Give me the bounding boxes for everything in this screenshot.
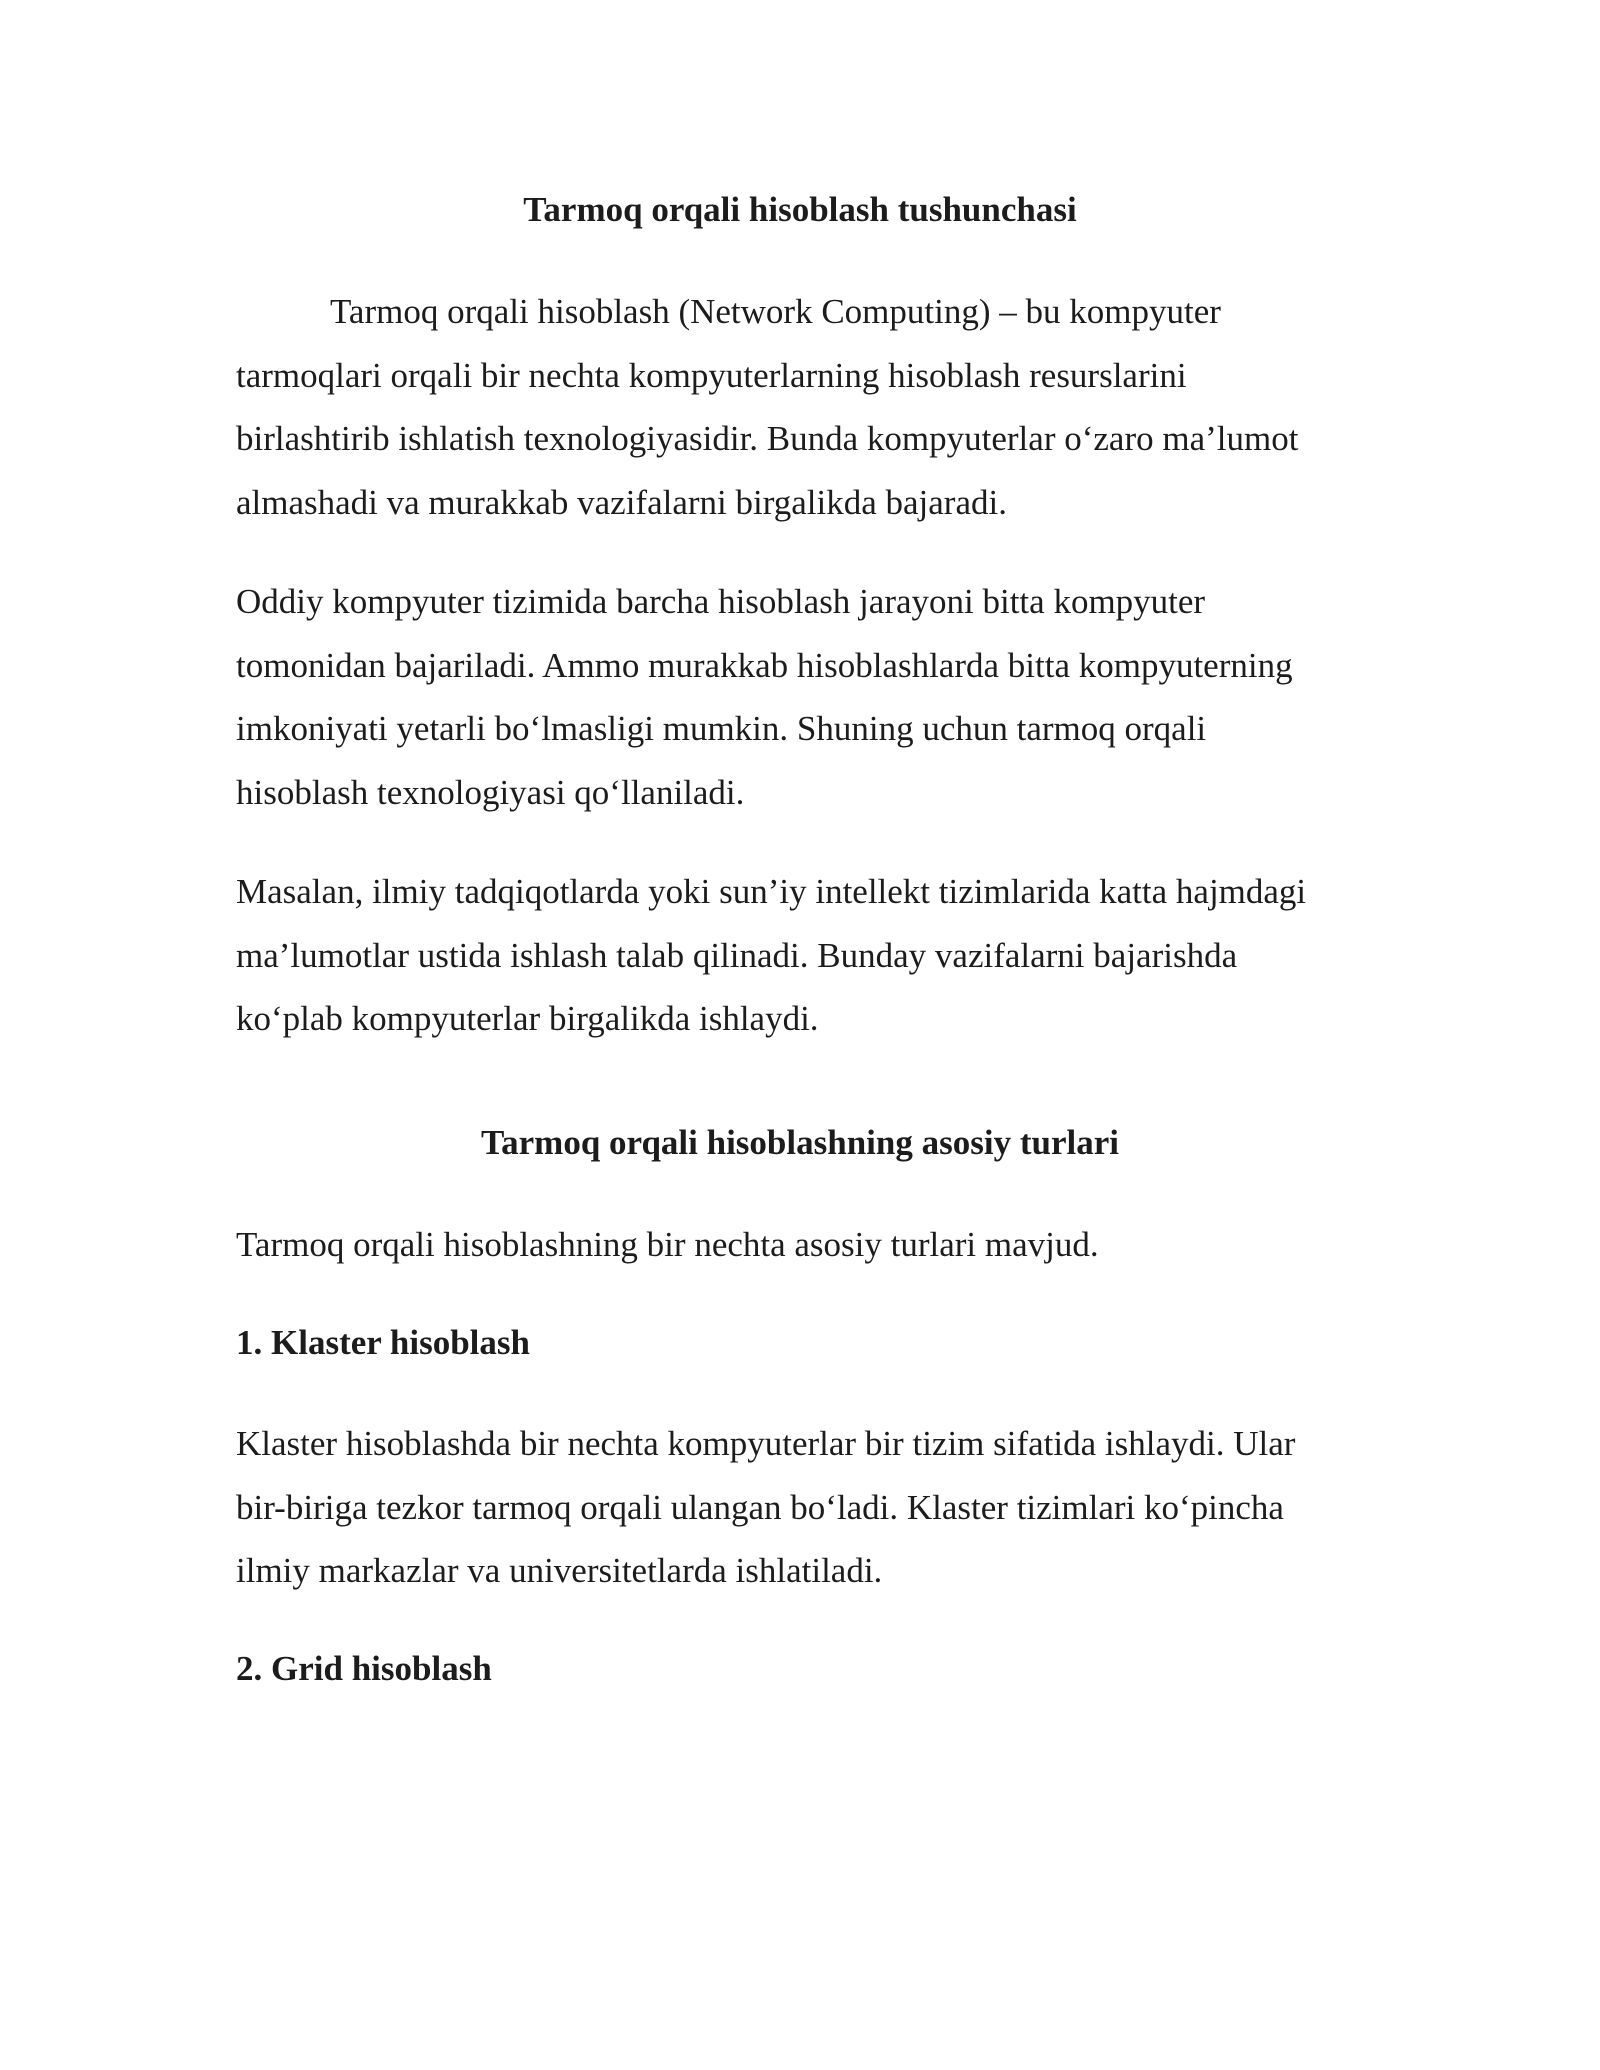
paragraph-line: Masalan, ilmiy tadqiqotlarda yoki sun’iy intellekt tizimlarida katta hajmdagi xyxy=(236,872,1307,911)
paragraph-line: Tarmoq orqali hisoblashning bir nechta asosiy turlari mavjud. xyxy=(236,1225,1099,1264)
section-heading: Tarmoq orqali hisoblashning asosiy turlari xyxy=(481,1123,1119,1162)
paragraph-line: Klaster hisoblashda bir nechta kompyuterlar bir tizim sifatida ishlaydi. Ular xyxy=(236,1424,1296,1463)
paragraph-line: Tarmoq orqali hisoblash (Network Computing) – bu kompyuter xyxy=(330,292,1221,331)
paragraph-line: ma’lumotlar ustida ishlash talab qilinadi. Bunday vazifalarni bajarishda xyxy=(236,935,1238,975)
paragraph-line: bir-biriga tezkor tarmoq orqali ulangan bo‘ladi. Klaster tizimlari ko‘pincha xyxy=(236,1487,1284,1527)
document-title: Tarmoq orqali hisoblash tushunchasi xyxy=(523,190,1077,229)
intro-paragraph xyxy=(236,280,1376,534)
subsection-1-paragraph xyxy=(236,1412,1376,1603)
paragraph-line: Oddiy kompyuter tizimida barcha hisoblash jarayoni bitta kompyuter xyxy=(236,582,1206,621)
paragraph-line: hisoblash texnologiyasi qo‘llaniladi. xyxy=(236,772,745,812)
paragraph-line: birlashtirib ishlatish texnologiyasidir. Bunda kompyuterlar o‘zaro ma’lumot xyxy=(236,419,1299,458)
section-intro xyxy=(236,1213,1376,1277)
subsection-2-heading: 2. Grid hisoblash xyxy=(236,1649,492,1688)
paragraph-line: tarmoqlari orqali bir nechta kompyuterlarning hisoblash resurslarini xyxy=(236,355,1187,395)
subsection-1-heading: 1. Klaster hisoblash xyxy=(236,1323,530,1362)
paragraph-line: tomonidan bajariladi. Ammo murakkab hisoblashlarda bitta kompyuterning xyxy=(236,645,1293,685)
paragraph-2 xyxy=(236,570,1376,824)
paragraph-line: ilmiy markazlar va universitetlarda ishlatiladi. xyxy=(236,1551,883,1590)
paragraph-line: almashadi va murakkab vazifalarni birgalikda bajaradi. xyxy=(236,482,1007,522)
paragraph-3 xyxy=(236,860,1376,1051)
paragraph-line: ko‘plab kompyuterlar birgalikda ishlaydi. xyxy=(236,999,819,1038)
paragraph-line: imkoniyati yetarli bo‘lmasligi mumkin. Shuning uchun tarmoq orqali xyxy=(236,709,1207,748)
